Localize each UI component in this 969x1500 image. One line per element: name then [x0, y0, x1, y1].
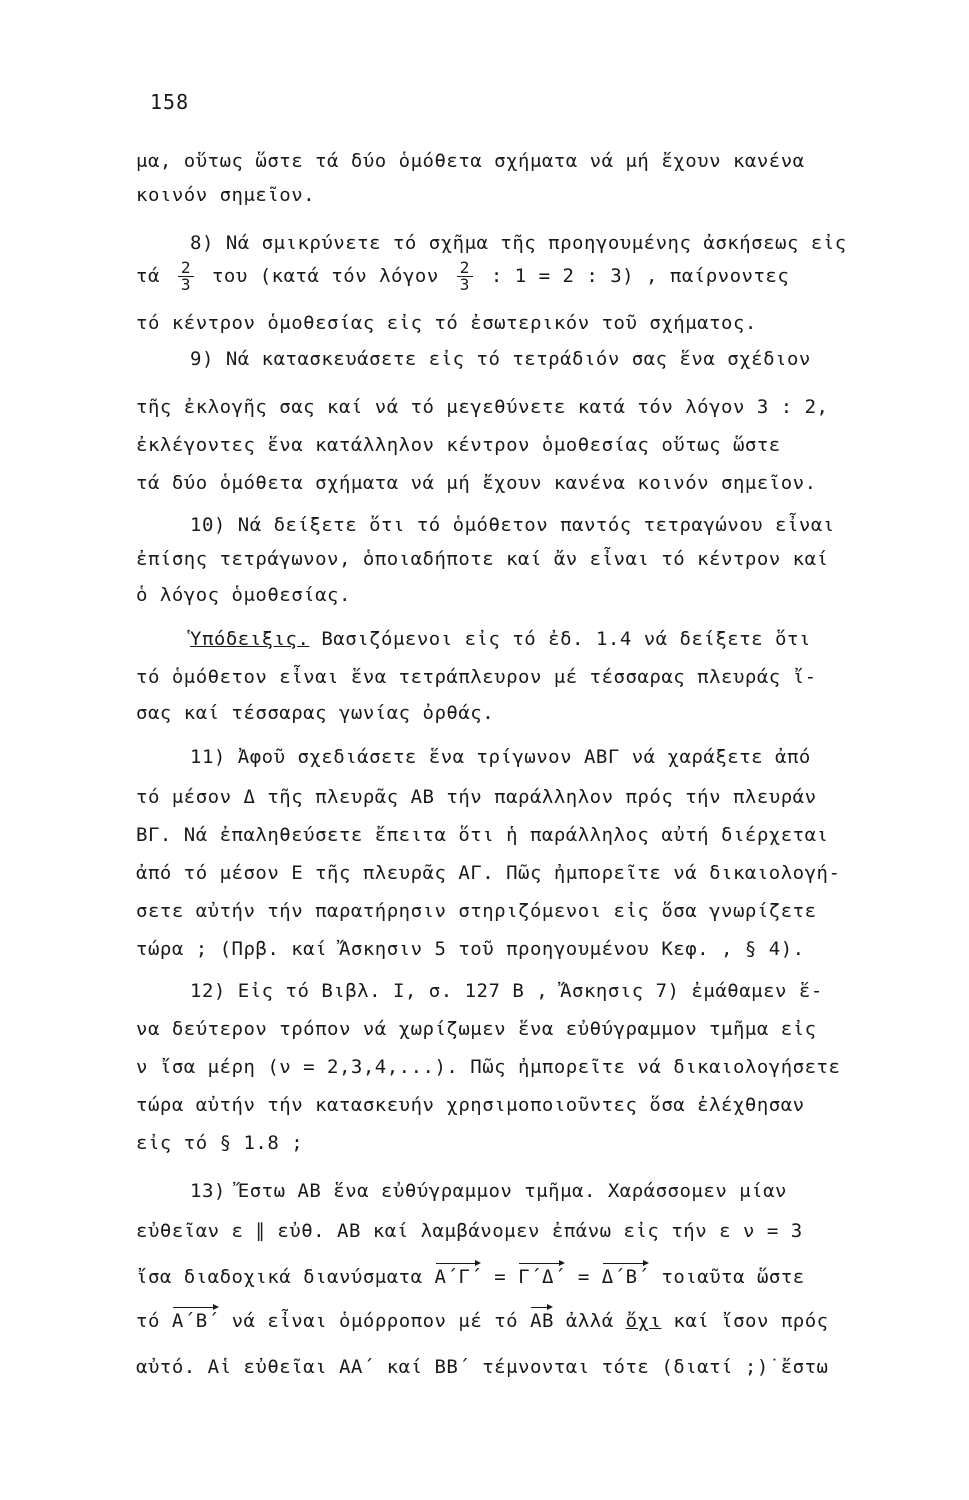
text-fragment: τοιαῦτα ὥστε	[661, 1266, 805, 1288]
text-line: τό μέσον Δ τῆς πλευρᾶς ΑΒ τήν παράλληλον πρός τήν πλευράν	[136, 786, 817, 808]
text-line: ἀπό τό μέσον Ε τῆς πλευρᾶς ΑΓ. Πῶς ἠμπορεῖτε νά δικαιολογή-	[136, 862, 841, 884]
text-line: ἐπίσης τετράγωνον, ὁποιαδήποτε καί ἄν εἶναι τό κέντρον καί	[136, 548, 829, 570]
exercise-11: 11) Ἀφοῦ σχεδιάσετε ἕνα τρίγωνον ΑΒΓ νά χαράξετε ἀπό	[190, 746, 811, 768]
equals-sign: =	[494, 1266, 507, 1288]
text-line: εἰς τό § 1.8 ;	[136, 1132, 304, 1154]
text-line: μα, οὕτως ὥστε τά δύο ὁμόθετα σχήματα νά μή ἔχουν κανένα	[136, 150, 805, 172]
exercise-10: 10) Νά δείξετε ὅτι τό ὁμόθετον παντός τετραγώνου εἶναι	[190, 514, 835, 536]
text-line: τά δύο ὁμόθετα σχήματα νά μή ἔχουν κανένα κοινόν σημεῖον.	[136, 472, 817, 494]
text-line: τό κέντρον ὁμοθεσίας εἰς τό ἐσωτερικόν τοῦ σχήματος.	[136, 312, 757, 334]
text-fragment: του (κατά τόν λόγον	[211, 265, 439, 287]
text-line: τῆς ἐκλογῆς σας καί νά τό μεγεθύνετε κατά τόν λόγον 3 : 2,	[136, 396, 829, 418]
text-line: σας καί τέσσαρας γωνίας ὀρθάς.	[136, 702, 495, 724]
text-fragment: ἀλλά	[565, 1310, 614, 1332]
denominator: 3	[180, 275, 191, 294]
fraction-two-thirds	[178, 260, 194, 293]
text-line: ὁ λόγος ὁμοθεσίας.	[136, 584, 351, 606]
text-line: τό ὁμόθετον εἶναι ἕνα τετράπλευρον μέ τέσσαρας πλευράς ἴ-	[136, 666, 817, 688]
text-line: κοινόν σημεῖον.	[136, 184, 316, 206]
hint-line	[190, 624, 896, 654]
vector-line	[136, 1306, 896, 1336]
text-line: εὐθεῖαν ε ∥ εὐθ. ΑΒ καί λαμβάνομεν ἐπάνω εἰς τήν ε ν = 3	[136, 1220, 803, 1242]
text-line: τώρα ; (Πρβ. καί Ἄσκησιν 5 τοῦ προηγουμένου Κεφ. , § 4).	[136, 938, 805, 960]
text-line: ΒΓ. Νά ἐπαληθεύσετε ἔπειτα ὅτι ἡ παράλληλος αὐτή διέρχεται	[136, 824, 829, 846]
text-line: ν ἴσα μέρη (ν = 2,3,4,...). Πῶς ἠμπορεῖτε νά δικαιολογήσετε	[136, 1056, 841, 1078]
text-fragment: ἴσα διαδοχικά διανύσματα	[136, 1266, 423, 1288]
text-line: τώρα αὐτήν τήν κατασκευήν χρησιμοποιοῦντες ὅσα ἐλέχθησαν	[136, 1094, 805, 1116]
text-fragment: νά εἶναι ὁμόρροπον μέ τό	[231, 1310, 519, 1332]
hint-label: Ὑπόδειξις.	[190, 628, 310, 650]
text-line: να δεύτερον τρόπον νά χωρίζωμεν ἕνα εὐθύγραμμον τμῆμα εἰς	[136, 1018, 817, 1040]
fraction-two-thirds	[457, 260, 473, 293]
vector-a-b-prime: Α΄Β΄	[172, 1306, 220, 1336]
text-line: ἐκλέγοντες ἕνα κατάλληλον κέντρον ὁμοθεσίας οὕτως ὥστε	[136, 434, 781, 456]
hint-text: Βασιζόμενοι εἰς τό ἐδ. 1.4 νά δείξετε ὅτι	[321, 628, 811, 650]
text-fragment: καί ἴσον πρός	[673, 1310, 829, 1332]
exercise-9: 9) Νά κατασκευάσετε εἰς τό τετράδιόν σας ἕνα σχέδιον	[190, 348, 811, 370]
underlined-word: ὄχι	[625, 1310, 662, 1332]
vector-a-g: Α΄Γ΄	[435, 1262, 483, 1292]
text-fragment: : 1 = 2 : 3) , παίρνοντες	[490, 265, 790, 287]
text-fragment: τά	[136, 265, 160, 287]
numerator: 2	[178, 260, 194, 277]
exercise-8: 8) Νά σμικρύνετε τό σχῆμα τῆς προηγουμένης ἀσκήσεως εἰς	[190, 232, 847, 254]
vector-a-b: ΑΒ	[530, 1306, 554, 1336]
numerator: 2	[457, 260, 473, 277]
equals-sign: =	[577, 1266, 590, 1288]
text-line: αὐτό. Αἱ εὐθεῖαι ΑΑ΄ καί ΒΒ΄ τέμνονται τότε (διατί ;)˙ἔστω	[136, 1356, 829, 1378]
exercise-12: 12) Εἰς τό Βιβλ. Ι, σ. 127 Β , Ἄσκησις 7) ἐμάθαμεν ἕ-	[190, 980, 823, 1002]
exercise-13: 13) Ἔστω ΑΒ ἕνα εὐθύγραμμον τμῆμα. Χαράσσομεν μίαν	[190, 1180, 787, 1202]
fraction-line	[136, 260, 896, 293]
text-fragment: τό	[136, 1310, 160, 1332]
text-line: σετε αὐτήν τήν παρατήρησιν στηριζόμενοι εἰς ὅσα γνωρίζετε	[136, 900, 817, 922]
vector-d-b: Δ΄Β΄	[602, 1262, 650, 1292]
vector-g-d: Γ΄Δ΄	[518, 1262, 566, 1292]
denominator: 3	[459, 275, 470, 294]
page-number: 158	[150, 90, 190, 114]
vector-line	[136, 1262, 896, 1292]
